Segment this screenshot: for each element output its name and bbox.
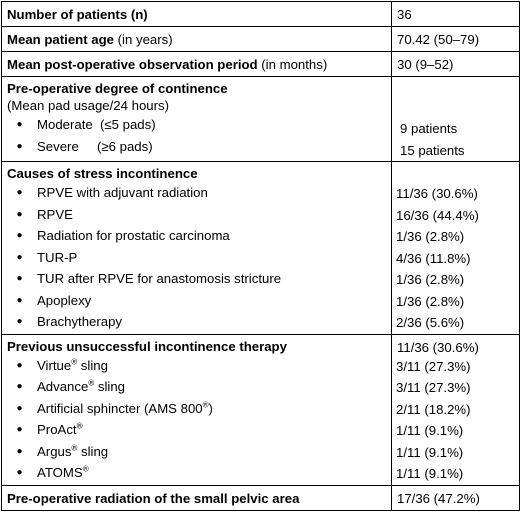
previous-item-value: 1/11 (9.1%) (396, 444, 464, 460)
bullet-icon: ● (16, 273, 23, 285)
table-row (2, 485, 520, 510)
list-item (2, 419, 391, 441)
table-cell (2, 27, 392, 52)
previous-item-suffix: ) (208, 400, 213, 416)
bullet-icon: ● (16, 119, 23, 131)
list-item (2, 462, 391, 484)
cause-item-value: 2/36 (5.6%) (396, 315, 465, 331)
previous-item-name: Argus (37, 443, 72, 459)
registered-mark: ® (88, 378, 95, 388)
previous-item-value: 1/11 (9.1%) (396, 423, 464, 439)
cause-item-label: Radiation for prostatic carcinoma (37, 228, 230, 244)
registered-mark: ® (202, 400, 209, 410)
bullet-icon: ● (16, 381, 23, 393)
list-item (2, 136, 391, 158)
previous-list (2, 355, 391, 484)
causes-header (2, 162, 391, 182)
table-row (2, 77, 520, 162)
continence-item-value: 15 patients (400, 142, 465, 158)
continence-item-value: 9 patients (400, 121, 458, 137)
previous-item-label (37, 443, 108, 460)
list-item (2, 441, 391, 463)
cause-item-value: 1/36 (2.8%) (396, 229, 465, 245)
table-cell (392, 485, 520, 510)
previous-item-value: 3/11 (27.3%) (396, 380, 471, 396)
continence-subtitle: (Mean pad usage/24 hours) (7, 98, 170, 113)
table-row (2, 2, 520, 27)
bullet-icon: ● (16, 230, 23, 242)
registered-mark: ® (76, 421, 83, 431)
table-row (2, 162, 520, 335)
previous-item-value: 2/11 (18.2%) (396, 401, 471, 417)
cause-item-value: 4/36 (11.8%) (396, 250, 471, 266)
previous-item-label (37, 421, 82, 438)
table-cell (392, 52, 520, 77)
bullet-icon: ● (16, 294, 23, 306)
list-item (2, 247, 391, 269)
patients-label: Number of patients (n) (7, 7, 148, 22)
previous-item-label (37, 357, 108, 374)
cause-item-label: Brachytherapy (37, 314, 123, 330)
continence-values (392, 118, 519, 161)
radiation-value: 17/36 (47.2%) (397, 490, 480, 506)
list-item (2, 355, 391, 377)
table-cell (2, 334, 392, 485)
causes-values (392, 183, 519, 334)
continence-header (2, 77, 391, 114)
table-cell (392, 77, 520, 162)
previous-item-value: 3/11 (27.3%) (396, 358, 471, 374)
previous-item-name: ATOMS (37, 465, 83, 481)
continence-item-label: Moderate (37, 117, 93, 133)
bullet-icon: ● (16, 424, 23, 436)
table-cell (2, 2, 392, 27)
continence-item-detail: (≤5 pads) (100, 117, 156, 133)
age-value: 70.42 (50–79) (397, 32, 480, 47)
observation-value: 30 (9–52) (397, 57, 454, 72)
cause-item-value: 11/36 (30.6%) (396, 186, 478, 202)
radiation-label: Pre-operative radiation of the small pelvic area (7, 490, 300, 506)
previous-item-name: ProAct (37, 422, 77, 438)
bullet-icon: ● (16, 140, 23, 152)
causes-title: Causes of stress incontinence (7, 166, 198, 181)
bullet-icon: ● (16, 445, 23, 457)
cause-item-value: 1/36 (2.8%) (396, 293, 465, 309)
previous-item-value: 1/11 (9.1%) (396, 466, 464, 482)
previous-header (2, 335, 391, 355)
list-item (2, 114, 391, 136)
continence-item-detail: (≥6 pads) (97, 138, 153, 154)
list-item (2, 204, 391, 226)
previous-item-label (37, 464, 89, 481)
list-item (2, 225, 391, 247)
table-row (2, 27, 520, 52)
cause-item-label: RPVE with adjuvant radiation (37, 185, 208, 201)
previous-item-name: Advance (37, 379, 89, 395)
previous-title: Previous unsuccessful incontinence therapy (7, 338, 287, 354)
previous-total-value: 11/36 (30.6%) (397, 339, 479, 355)
previous-item-label (37, 400, 213, 417)
bullet-icon: ● (16, 467, 23, 479)
bullet-icon: ● (16, 208, 23, 220)
bullet-icon: ● (16, 187, 23, 199)
table-cell (2, 162, 392, 335)
age-label (2, 27, 391, 51)
list-item (2, 182, 391, 204)
list-item (2, 268, 391, 290)
list-item (2, 311, 391, 333)
table-cell (2, 52, 392, 77)
cause-item-label: TUR after RPVE for anastomosis stricture (37, 271, 282, 287)
previous-values (392, 356, 519, 485)
observation-label-bold: Mean post-operative observation period (7, 57, 258, 72)
observation-label-rest: (in months) (257, 57, 328, 72)
bullet-icon: ● (16, 316, 23, 328)
previous-item-suffix: sling (77, 357, 108, 373)
table-cell (392, 162, 520, 335)
cause-item-value: 1/36 (2.8%) (396, 272, 465, 288)
table-cell (392, 334, 520, 485)
cause-item-label: Apoplexy (37, 292, 92, 308)
registered-mark: ® (71, 443, 78, 453)
previous-item-name: Virtue (37, 357, 72, 373)
continence-title: Pre-operative degree of continence (7, 81, 228, 96)
age-label-rest: (in years) (114, 32, 173, 47)
table-cell (392, 27, 520, 52)
list-item (2, 376, 391, 398)
list-item (2, 290, 391, 312)
continence-list (2, 114, 391, 157)
patients-value: 36 (397, 7, 412, 22)
registered-mark: ® (82, 464, 89, 474)
previous-item-suffix: sling (94, 379, 126, 395)
previous-item-label (37, 378, 125, 395)
cause-item-label: TUR-P (37, 249, 78, 265)
table-cell (2, 485, 392, 510)
bullet-icon: ● (16, 359, 23, 371)
previous-item-suffix: sling (77, 443, 109, 459)
table-row (2, 52, 520, 77)
cause-item-value: 16/36 (44.4%) (396, 207, 479, 223)
continence-item-label: Severe (37, 138, 79, 154)
table-cell (392, 2, 520, 27)
causes-list (2, 182, 391, 333)
previous-item-name: Artificial sphincter (AMS 800 (37, 400, 203, 416)
registered-mark: ® (71, 357, 78, 367)
cause-item-label: RPVE (37, 206, 73, 222)
age-label-bold: Mean patient age (7, 32, 114, 47)
patient-characteristics-table (1, 1, 520, 511)
observation-label (2, 52, 391, 76)
bullet-icon: ● (16, 402, 23, 414)
table-cell (2, 77, 392, 162)
list-item (2, 398, 391, 420)
bullet-icon: ● (16, 251, 23, 263)
table-row (2, 334, 520, 485)
